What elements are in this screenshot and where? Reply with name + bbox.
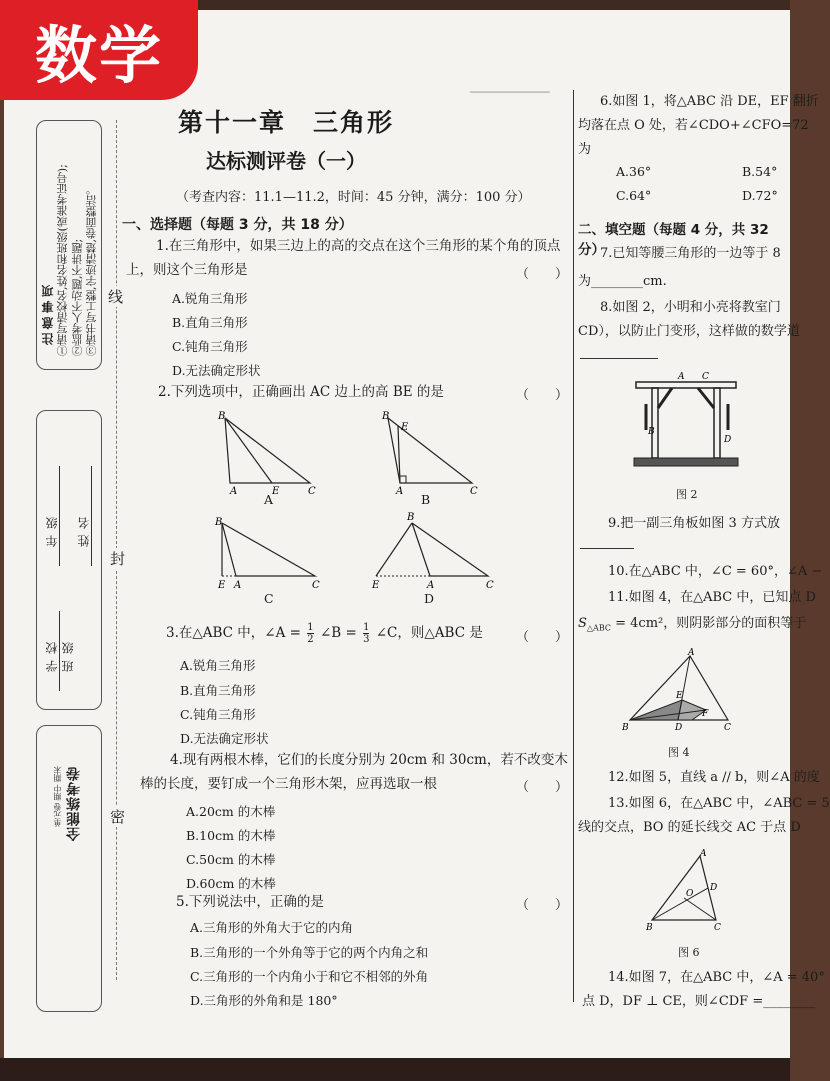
q2-label-d: D <box>424 591 435 606</box>
q1-option-a[interactable]: A.锐角三角形 <box>172 291 248 306</box>
question-11-line-1: 11.如图 4，在△ABC 中，已知点 D <box>608 590 816 605</box>
fig2-label-a: A <box>678 372 685 382</box>
notice-box <box>36 120 102 370</box>
question-1-stem: 1.在三角形中，如果三边上的高的交点在这个三角形的某个角的顶点上，则这个三角形是 <box>126 238 561 278</box>
label-name: 姓名 <box>77 511 91 547</box>
q3-part-a: 3.在△ABC 中，∠A = <box>166 625 301 641</box>
q4-option-c[interactable]: C.50cm 的木棒 <box>186 852 276 867</box>
question-8-line-2: CD），以防止门变形，这样做的数学道 <box>578 324 800 339</box>
q4-option-d[interactable]: D.60cm 的木棒 <box>186 876 276 891</box>
figure-4-triangle <box>620 648 740 738</box>
q2-label-a: A <box>264 492 274 507</box>
seal-mark-xian: 线 <box>108 288 124 306</box>
svg-text:E: E <box>272 486 280 497</box>
notice-line: ①请写清校名,姓名和班级(或准考证号); <box>56 164 69 356</box>
question-14-line-2: 点 D，DF ⊥ CE，则∠CDF =________ <box>582 994 816 1009</box>
q2-label-b: B <box>421 492 431 507</box>
student-info-box <box>36 410 102 710</box>
fig4-label-e: E <box>676 691 683 701</box>
fig6-label-d: D <box>710 883 718 893</box>
svg-text:C: C <box>312 580 320 591</box>
q3-option-d[interactable]: D.无法确定形状 <box>180 731 269 746</box>
svg-text:A: A <box>230 486 238 497</box>
fig2-label-b: B <box>648 427 655 437</box>
question-3-stem <box>166 621 483 645</box>
q5-option-a[interactable]: A.三角形的外角大于它的内角 <box>190 920 354 935</box>
question-6-line-2: 均落在点 O 处，若∠CDO+∠CFO=72 <box>578 118 809 133</box>
spine-title: 全能练考卷 <box>66 766 82 841</box>
answer-paren[interactable]: （ ） <box>516 898 569 913</box>
seal-mark-feng: 封 <box>110 550 126 568</box>
question-7-line-1: 7.已知等腰三角形的一边等于 8 <box>600 246 781 261</box>
fig2-label-d: D <box>724 435 732 445</box>
question-6-line-3: 为 <box>578 142 592 157</box>
question-13-line-1: 13.如图 6，在△ABC 中，∠ABC = 5 <box>608 796 830 811</box>
svg-text:E: E <box>401 422 409 433</box>
svg-text:B: B <box>407 512 415 523</box>
q5-option-c[interactable]: C.三角形的一个内角小于和它不相邻的外角 <box>190 969 429 984</box>
q9-answer-blank[interactable] <box>580 548 634 549</box>
question-11-line-2 <box>578 612 806 633</box>
fig4-label-f: F <box>702 709 709 719</box>
question-14-line-1: 14.如图 7，在△ABC 中，∠A = 40° <box>608 970 825 985</box>
svg-text:C: C <box>470 486 478 497</box>
svg-text:B: B <box>382 411 390 422</box>
figure-6-caption: 图 6 <box>678 946 700 959</box>
binding-column <box>36 120 104 1012</box>
q2-label-c: C <box>264 591 274 606</box>
question-9-line-1: 9.把一副三角板如图 3 方式放 <box>608 516 780 531</box>
q6-option-d[interactable]: D.72° <box>742 188 778 203</box>
fig4-label-a: A <box>688 648 695 658</box>
q3-part-c: ∠C，则△ABC 是 <box>375 625 483 641</box>
q4-option-a[interactable]: A.20cm 的木棒 <box>186 804 276 819</box>
question-12-line-1: 12.如图 5，直线 a // b，则∠A 的度 <box>608 770 820 785</box>
q3-part-b: ∠B = <box>319 625 357 641</box>
question-4-stem: 4.现有两根木棒，它们的长度分别为 20cm 和 30cm，若不改变木棒的长度，要钉成一个三角形木架，应再选取一根 <box>140 752 568 792</box>
blank-line <box>59 466 60 566</box>
q6-option-b[interactable]: B.54° <box>742 164 778 179</box>
exam-meta: （考查内容：11.1—11.2，时间：45 分钟，满分：100 分） <box>176 190 531 205</box>
q11-area-text: = 4cm²，则阴影部分的面积等于 <box>610 616 807 631</box>
svg-text:C: C <box>486 580 494 591</box>
fig4-label-c: C <box>724 723 731 733</box>
q5-option-b[interactable]: B.三角形的一个外角等于它的两个内角之和 <box>190 945 429 960</box>
figure-4-caption: 图 4 <box>668 746 690 759</box>
spine-label-box <box>36 725 102 1012</box>
fraction-denominator: 3 <box>363 634 370 645</box>
fig6-label-c: C <box>714 923 721 933</box>
answer-paren[interactable]: （ ） <box>516 780 569 795</box>
answer-paren[interactable]: （ ） <box>516 388 569 403</box>
scan-edge-bottom <box>0 1058 790 1081</box>
blank-line <box>59 611 60 691</box>
label-grade: 年级 <box>45 511 59 547</box>
spine-small-text: 单元卷 期中 期末 <box>53 766 62 828</box>
q2-figures <box>200 408 540 608</box>
svg-text:E: E <box>218 580 226 591</box>
fraction-numerator: 1 <box>363 622 370 633</box>
q5-option-d[interactable]: D.三角形的外角和是 180° <box>190 993 338 1008</box>
bleed-through-text: ━━━━━━━━━━━━ <box>470 86 550 99</box>
q4-option-b[interactable]: B.10cm 的木棒 <box>186 828 276 843</box>
right-column <box>574 88 830 1009</box>
q8-answer-blank[interactable] <box>580 358 658 359</box>
fraction-third <box>363 622 369 645</box>
chapter-title: 第十一章 三角形 <box>177 108 394 137</box>
answer-paren[interactable]: （ ） <box>516 630 569 645</box>
svg-text:B: B <box>218 411 226 422</box>
q6-option-c[interactable]: C.64° <box>616 188 652 203</box>
paper-subtitle: 达标测评卷（一） <box>206 149 366 173</box>
q2-figure-c[interactable] <box>214 517 320 591</box>
fig6-label-o: O <box>686 889 694 899</box>
fraction-numerator: 1 <box>307 622 314 633</box>
fig2-label-c: C <box>702 372 709 382</box>
q3-option-a[interactable]: A.锐角三角形 <box>180 658 256 673</box>
subject-badge: 数学 <box>0 0 198 100</box>
q1-option-b[interactable]: B.直角三角形 <box>172 315 248 330</box>
q1-option-d[interactable]: D.无法确定形状 <box>172 363 261 378</box>
svg-text:E: E <box>372 580 380 591</box>
answer-paren[interactable]: （ ） <box>516 267 569 282</box>
question-2-stem: 2.下列选项中，正确画出 AC 边上的高 BE 的是 <box>158 384 444 400</box>
question-5-stem: 5.下列说法中，正确的是 <box>176 894 324 910</box>
q11-area-symbol: S <box>578 616 587 631</box>
svg-text:A: A <box>396 486 404 497</box>
fraction-denominator: 2 <box>307 634 314 645</box>
q11-area-subscript: △ABC <box>586 623 611 633</box>
seal-mark-mi: 密 <box>110 808 126 826</box>
blank-line <box>91 466 92 566</box>
fig6-label-b: B <box>646 923 653 933</box>
fig6-label-a: A <box>700 849 707 859</box>
notice-line: ②监考人不动题,不讲题; <box>71 238 84 356</box>
fig4-label-d: D <box>675 723 683 733</box>
question-13-line-2: 线的交点，BO 的延长线交 AC 于点 D <box>578 820 801 835</box>
q2-figure-a[interactable] <box>217 411 316 497</box>
q6-option-a[interactable]: A.36° <box>616 164 652 179</box>
question-6-line-1: 6.如图 1，将△ABC 沿 DE，EF 翻折 <box>600 94 819 109</box>
notice-line: ③请书写工整,字迹清楚,卷面整洁。 <box>85 184 98 356</box>
question-10-line-1: 10.在△ABC 中，∠C = 60°，∠A − <box>608 564 823 579</box>
svg-text:C: C <box>308 486 316 497</box>
q2-figure-b[interactable] <box>381 411 478 497</box>
q3-option-c[interactable]: C.钝角三角形 <box>180 707 256 722</box>
label-class: 班级 <box>61 636 75 672</box>
q2-figure-d[interactable] <box>371 512 494 591</box>
svg-text:B: B <box>215 517 223 528</box>
svg-text:A: A <box>234 580 242 591</box>
fig4-label-b: B <box>622 723 629 733</box>
label-school: 学校 <box>45 636 59 672</box>
question-7-line-2: 为________cm. <box>578 274 667 289</box>
figure-2-door <box>632 368 742 478</box>
figure-2-caption: 图 2 <box>676 488 698 501</box>
section-fill-heading: 二、填空题（每题 4 分，共 32 分） <box>578 222 769 258</box>
svg-text:A: A <box>427 580 435 591</box>
question-8-line-1: 8.如图 2，小明和小亮将教室门 <box>600 300 781 315</box>
q1-option-c[interactable]: C.钝角三角形 <box>172 339 248 354</box>
figure-6-triangle <box>644 850 734 940</box>
notice-heading: 注意事项 <box>41 281 55 345</box>
q3-option-b[interactable]: B.直角三角形 <box>180 683 256 698</box>
fraction-half <box>307 622 313 645</box>
section-choice-heading: 一、选择题（每题 3 分，共 18 分） <box>122 217 353 233</box>
